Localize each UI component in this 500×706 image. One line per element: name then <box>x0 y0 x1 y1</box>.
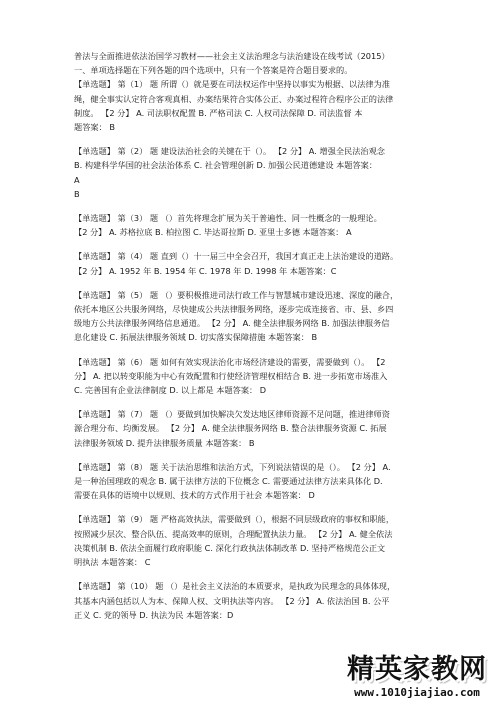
question-block <box>74 512 444 569</box>
question-text-line: 题答案： B <box>74 122 115 133</box>
document-title: 普法与全面推进依法治国学习教材——社会主义法治理念与法治建设在线考试（2015） <box>74 51 390 61</box>
question-block <box>74 579 444 622</box>
question-text-line: 【单选题】 第（2） 题 建设法治社会的关键在于（）。 【2 分】 A. 增强全民法治观念 <box>74 146 385 157</box>
question-text-line: 明执法 本题答案： C <box>74 557 151 568</box>
watermark-brand: 精英家教网 <box>347 654 487 685</box>
question-text-line: 按照减少层次、整合队伍、提高效率的原则，合理配置执法力量。 【2 分】 A. 健全依法 <box>74 528 393 539</box>
question-text-line: 绳，健全事实认定符合客观真相、办案结果符合实体公正、办案过程符合程序公正的法律 <box>74 93 394 104</box>
question-text-line: A <box>74 174 80 185</box>
question-text-line: B <box>74 188 80 199</box>
question-text-line: 【单选题】 第（7） 题 （）要做到加快解决欠发达地区律师资源不足问题，推进律师资 <box>74 409 390 420</box>
question-text-line: 【单选题】 第（8） 题 关于法治思维和法治方式，下列说法错误的是（）。 【2 分】 A. <box>74 461 391 472</box>
question-text-line: 制度。 【2 分】 A. 司法职权配置 B. 严格司法 C. 人权司法保障 D. 司法监督 本 <box>74 107 363 118</box>
watermark-logo <box>342 654 492 700</box>
question-text-line: 息化建设 C. 拓展法律服务领域 D. 切实落实保障措施 本题答案： B <box>74 332 318 343</box>
question-list <box>74 77 444 622</box>
question-block <box>74 355 444 398</box>
question-text-line: 【单选题】 第（10） 题 （）是社会主义法治的本质要求，是执政为民理念的具体体现， <box>74 581 396 592</box>
question-block <box>74 407 444 450</box>
question-text-line: 是一种治国理政的观念 B. 属于法律方法的下位概念 C. 需要通过法律方法来具体化 D. <box>74 476 383 487</box>
question-text-line: 【单选题】 第（9） 题 严格高效执法，需要做到（），根据不同层级政府的事权和职能， <box>74 514 395 525</box>
question-text-line: 需要在具体的语境中以规则、技术的方式作用于社会 本题答案： D <box>74 490 315 501</box>
question-text-line: C. 完善国有企业法律制度 D. 以上都是 本题答案： D <box>74 385 267 396</box>
question-text-line: 法律服务领域 D. 提升法律服务质量 本题答案： B <box>74 437 255 448</box>
question-block <box>74 211 444 239</box>
question-block <box>74 144 444 201</box>
question-text-line: 决策机制 B. 依法全面履行政府职能 C. 深化行政执法体制改革 D. 坚持严格规范公正文 <box>74 542 386 553</box>
question-text-line: 分】 A. 把以转变职能为中心有效配置和行使经济管理权相结合 B. 进一步拓宽市场准入 <box>74 370 388 381</box>
question-text-line: 【2 分】 A. 1952 年 B. 1954 年 C. 1978 年 D. 1998 年 本题答案：C <box>74 265 337 276</box>
document-body <box>74 49 444 622</box>
watermark-url: www.1010jiajiao.com <box>354 686 480 699</box>
question-text-line: 级地方公共法律服务网络信息通道。 【2 分】 A. 健全法律服务网络 B. 加强法律服务信 <box>74 318 390 329</box>
section-heading: 一、单项选择题在下列各题的四个选项中，只有一个答案是符合题目要求的。 <box>74 65 353 76</box>
question-text-line: 依托本地区公共服务网络，尽快建成公共法律服务网络，逐步完成连接省、市、县、乡四 <box>74 304 394 315</box>
question-text-line: 【单选题】 第（5） 题 （）要积极推进司法行政工作与智慧城市建设迅速、深度的融合， <box>74 289 399 300</box>
question-block <box>74 77 444 134</box>
question-text-line: 【单选题】 第（3） 题 （）首先将理念扩展为关于普遍性、同一性概念的一般理论。 <box>74 213 382 224</box>
question-text-line: 正义 C. 党的领导 D. 执法为民 本题答案：D <box>74 609 234 620</box>
question-text-line: 【2 分】 A. 苏格拉底 B. 柏拉图 C. 毕达哥拉斯 D. 亚里士多德 本题答案： A <box>74 227 352 238</box>
question-block <box>74 249 444 277</box>
question-block <box>74 460 444 503</box>
question-text-line: 源合理分布、均衡发展。 【2 分】 A. 健全法律服务网络 B. 整合法律服务资源 C. 拓展 <box>74 423 387 434</box>
question-text-line: 【单选题】 第（4） 题 直到（）十一届三中全会召开，我国才真正走上法治建设的道路。 <box>74 251 399 262</box>
question-block <box>74 288 444 345</box>
question-text-line: B. 构建科学华国的社会法治体系 C. 社会管理创新 D. 加强公民道德建设 本题答案： <box>74 160 378 171</box>
question-text-line: 【单选题】 第（6） 题 如何有效实现法治化市场经济建设的需要，需要做到（）。 【2 <box>74 356 386 367</box>
question-text-line: 其基本内涵包括以人为本、保障人权、文明执法等内容。 【2 分】 A. 依法治国 B. 公平 <box>74 595 390 606</box>
question-text-line: 【单选题】 第（1） 题 所谓（）就是要在司法权运作中坚持以事实为根据、以法律为准 <box>74 79 390 90</box>
